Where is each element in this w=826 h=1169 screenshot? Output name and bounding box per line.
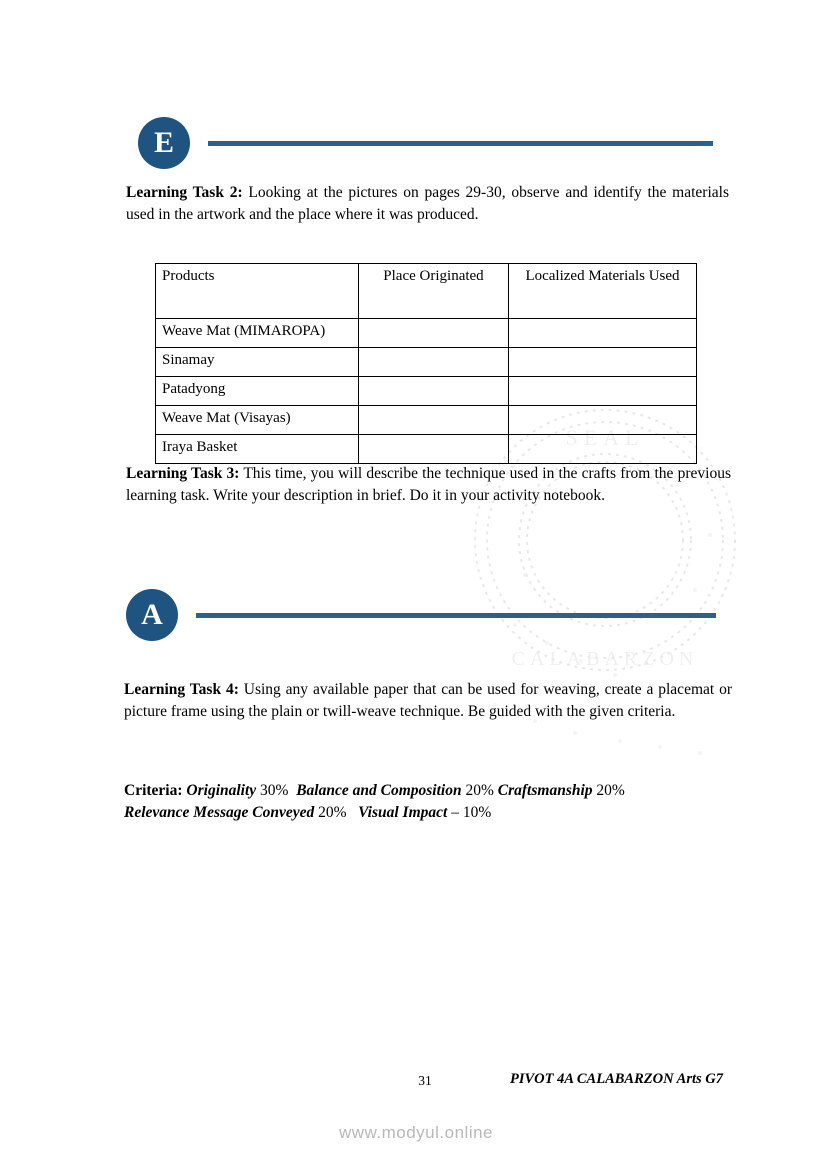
table-cell-materials[interactable]	[509, 377, 697, 406]
section-header-explore	[138, 117, 713, 169]
table-cell-materials[interactable]	[509, 319, 697, 348]
table-cell-product: Sinamay	[156, 348, 359, 377]
criteria-block	[124, 780, 734, 825]
table-cell-place[interactable]	[359, 377, 509, 406]
table-cell-materials[interactable]	[509, 348, 697, 377]
section-badge-a: A	[126, 589, 178, 641]
learning-task-4-text: Using any available paper that can be used for weaving, create a placemat or picture frame using the plain or twill-weave technique. Be guided with the given criteria.	[124, 681, 732, 720]
criteria-label: Criteria:	[124, 782, 183, 799]
learning-task-2-label: Learning Task 2:	[126, 184, 243, 201]
table-cell-materials[interactable]	[509, 406, 697, 435]
table-cell-place[interactable]	[359, 435, 509, 464]
table-row	[156, 319, 697, 348]
learning-task-2-text: Looking at the pictures on pages 29-30, observe and identify the materials used in the artwork and the place where it was produced.	[126, 184, 729, 223]
section-header-assimilation	[126, 589, 716, 641]
learning-task-3-text: This time, you will describe the technique used in the crafts from the previous learning task. Write your description in brief. Do it in your activity notebook.	[126, 465, 731, 504]
site-watermark: www.modyul.online	[339, 1123, 494, 1142]
criteria-value-visual-impact: – 10%	[451, 804, 492, 822]
section-rule-e	[208, 141, 713, 146]
table-row	[156, 377, 697, 406]
table-row	[156, 435, 697, 464]
criteria-name-craftsmanship: Craftsmanship	[497, 782, 593, 799]
learning-task-3-label: Learning Task 3:	[126, 465, 240, 482]
section-rule-a	[196, 613, 716, 618]
criteria-name-originality: Originality	[186, 782, 257, 799]
learning-task-4-label: Learning Task 4:	[124, 681, 239, 698]
page-number: 31	[418, 1073, 432, 1088]
criteria-value-craftsmanship: 20%	[596, 782, 625, 799]
table-row	[156, 348, 697, 377]
table-cell-product: Weave Mat (Visayas)	[156, 406, 359, 435]
table-cell-product: Weave Mat (MIMAROPA)	[156, 319, 359, 348]
criteria-value-balance: 20%	[465, 782, 494, 799]
svg-text:CALABARZON: CALABARZON	[511, 648, 699, 670]
section-badge-e: E	[138, 117, 190, 169]
criteria-name-relevance: Relevance Message Conveyed	[124, 804, 315, 822]
learning-task-3-paragraph	[126, 463, 731, 507]
table-cell-place[interactable]	[359, 406, 509, 435]
footer-title: PIVOT 4A CALABARZON Arts G7	[510, 1071, 723, 1087]
table-cell-product: Patadyong	[156, 377, 359, 406]
svg-text:SEAL: SEAL	[565, 425, 645, 450]
table-row	[156, 406, 697, 435]
table-cell-product: Iraya Basket	[156, 435, 359, 464]
table-header-localized-materials: Localized Materials Used	[509, 264, 697, 319]
learning-task-2-paragraph	[126, 182, 729, 226]
table-cell-place[interactable]	[359, 319, 509, 348]
table-cell-materials[interactable]	[509, 435, 697, 464]
criteria-name-balance: Balance and Composition	[296, 782, 462, 799]
criteria-value-originality: 30%	[260, 782, 289, 799]
criteria-name-visual-impact: Visual Impact	[358, 804, 448, 822]
table-header-products: Products	[156, 264, 359, 319]
table-cell-place[interactable]	[359, 348, 509, 377]
table-header-place-originated: Place Originated	[359, 264, 509, 319]
weaving-products-table	[155, 263, 697, 464]
learning-task-4-paragraph	[124, 679, 732, 723]
criteria-value-relevance: 20%	[318, 804, 347, 822]
table-header-row	[156, 264, 697, 319]
